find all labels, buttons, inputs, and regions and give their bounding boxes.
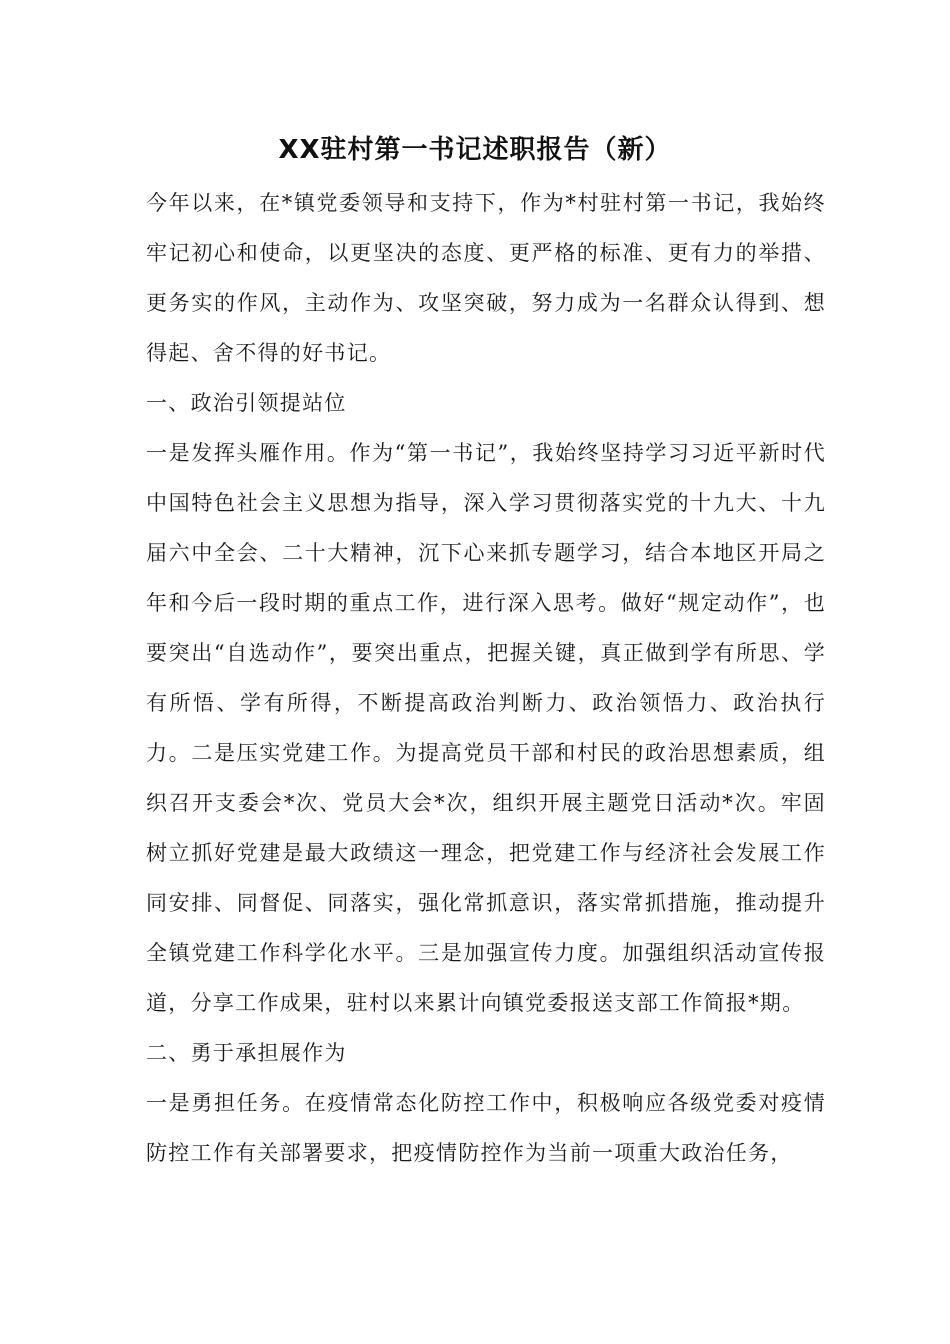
intro-paragraph: 今年以来，在*镇党委领导和支持下，作为*村驻村第一书记，我始终牢记初心和使命，以更坚决的态度、更严格的标准、更有力的举措、更务实的作风，主动作为、攻坚突破，努力成为一名群众认得到、想得起、舍不得的好书记。 xyxy=(146,191,826,365)
section-2-paragraph: 一是勇担任务。在疫情常态化防控工作中，积极响应各级党委对疫情防控工作有关部署要求，把疫情防控作为当前一项重大政治任务， xyxy=(146,1091,826,1165)
section-heading-2: 二、勇于承担展作为 xyxy=(146,1041,347,1065)
section-heading-1: 一、政治引领提站位 xyxy=(146,391,347,415)
document-title: XX驻村第一书记述职报告（新） xyxy=(278,135,672,165)
document-body xyxy=(146,178,826,1178)
section-1-paragraph: 一是发挥头雁作用。作为“第一书记”，我始终坚持学习习近平新时代中国特色社会主义思想为指导，深入学习贯彻落实党的十九大、十九届六中全会、二十大精神，沉下心来抓专题学习，结合本地区开局之年和今后一段时期的重点工作，进行深入思考。做好“规定动作”，也要突出“自选动作”，要突出重点，把握关键，真正做到学有所思、学有所悟、学有所得，不断提高政治判断力、政治领悟力、政治执行力。二是压实党建工作。为提高党员干部和村民的政治思想素质，组织召开支委会*次、党员大会*次，组织开展主题党日活动*次。牢固树立抓好党建是最大政绩这一理念，把党建工作与经济社会发展工作同安排、同督促、同落实，强化常抓意识，落实常抓措施，推动提升全镇党建工作科学化水平。三是加强宣传力度。加强组织活动宣传报道，分享工作成果，驻村以来累计向镇党委报送支部工作简报*期。 xyxy=(146,441,826,1015)
